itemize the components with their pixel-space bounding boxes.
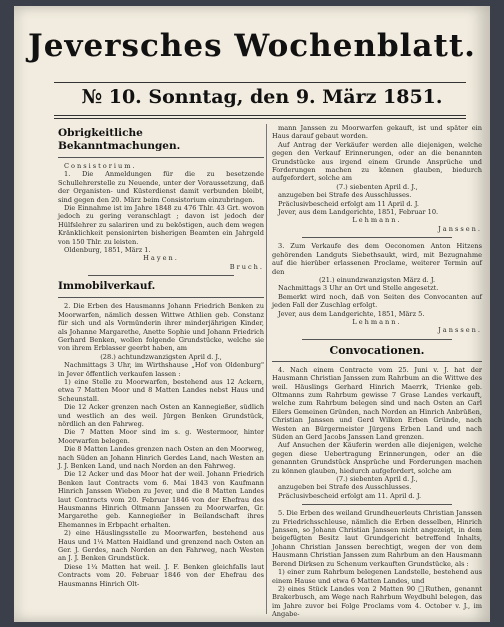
- issue-line: № 10. Sonntag, den 9. März 1851.: [81, 86, 443, 108]
- paragraph: Präclusivbescheid erfolgt am 11 April d. J.: [278, 199, 419, 208]
- section-heading-immobilverkauf: Immobilverkauf.: [58, 280, 156, 293]
- list-item: 1) eine Stelle zu Moorwarfen, bestehend aus 12 Ackern, etwa 7 Matten Moor und 8 Matten Landes nebst Haus und Scheunstall.: [58, 377, 264, 403]
- issue-rule-bottom: [54, 118, 466, 119]
- left-column: [58, 124, 264, 588]
- section-divider: [302, 504, 452, 505]
- signature: Lehmann.: [352, 216, 402, 225]
- paragraph: Nachmittags 3 Uhr an Ort und Stelle angesetzt.: [278, 284, 439, 293]
- paragraph: Bemerkt wird noch, daß von Seiten des Convocanten auf jeden Fall der Zuschlag erfolgt.: [272, 292, 482, 310]
- dateline: Jever, aus dem Landgerichte, 1851, März 5.: [278, 309, 425, 318]
- section-heading-convocationen: Convocationen.: [329, 343, 425, 357]
- paragraph: 2. Die Erben des Hausmanns Johann Friedrich Benken zu Moorwarfen, nämlich dessen Wittwe Athlien geb. Constanz für sich und als Vormünderin ihrer minderjährigen Kinder, als Johanne Margarethe, Anette Sophie und Johann Friedrich Gerhard Benken, wollen folgende Grundstücke, welche sie von ihrem Erblasser geerbt haben, am: [58, 302, 264, 353]
- paragraph: 4. Nach einem Contracte vom 25. Juni v. J. hat der Hausmann Christian Janssen zum Rahrbum an die Wittwe des weil. Häuslings Gerhard Hinrich Maerrk, Trienke geb. Oltmanns zum Rahrbum gewisse 7 Grase Landes verkauft, welche zum Rahrbum belegen sind und nach Osten an Carl Eilers Gemeinen Gründen, nach Norden an Hinrich Anbrüßen, Christian Janssen und Gerd Wilken Erben Gründe, nach Westen an Bürgermeister Jürgens Erben Land und nach Süden an Gerd Jacobs Janssen Land grenzen.: [272, 365, 482, 441]
- paragraph: anzugeben bei Strafe des Ausschlusses.: [278, 483, 412, 492]
- paragraph: 3. Zum Verkaufe des dem Oeconomen Anton Hitzens gehörenden Landguts Siebethsaukt, wird, mit Bezugnahme auf die hierüber erlassenen Proclame, weiterer Termin auf den: [272, 242, 482, 276]
- date-line: (21.) einundzwanzigsten März d. J.: [318, 275, 436, 284]
- consistorium-label: Consistorium.: [64, 162, 137, 170]
- paragraph: Die 12 Acker und das Moor hat der weil. Johann Friedrich Benken laut Contracts vom 6. Mai 1843 von Kaufmann Hinrich Janssen Wieben zu Jever, und die 8 Matten Landes laut Contracts vom 20. Februar 1846 von der Ehefrau des Hausmanns Hinrich Oltmann Janssen zu Moorwarfen, Gr. Margarethe geb. Kannegießer in Beilandschaft ihres Ehemannes in Erbpacht erhalten.: [58, 470, 264, 529]
- paragraph: 5. Die Erben des weiland Grundheuerleuts Christian Janssen zu Friedrichsschleuse, nämlich die Erben desselben, Hinrich Janssen, so Johann Christian Janssen nicht angezeigt, in dem beigefügten Besitz laut Grundgericht betreffend Inhalts, Johann Christian Janssen berechtigt, wegen der von dem Hausmann Christian Janssen zum Rahrbum an den Hausmann Berend Dirksen zu Schenum verkauften Grundstücke, als :: [272, 509, 482, 568]
- section-divider: [58, 297, 264, 298]
- date-line: (7.) siebenten April d. J.,: [336, 182, 418, 191]
- masthead-title: Jeversches Wochenblatt.: [28, 28, 476, 64]
- signature: Lehmann.: [352, 317, 402, 326]
- date-line: (28.) achtundzwanzigsten April d. J.,: [100, 352, 222, 361]
- paragraph: 1. Die Anmeldungen für die zu besetzende Schullehrerstelle zu Neuende, unter der Voraussetzung, daß der Organisten- und Küsterdienst damit verbunden bleibt, sind gegen den 20. März beim Consistorium einzubringen.: [58, 170, 264, 204]
- date-line: (7.) siebenten April d. J.,: [336, 475, 418, 484]
- paragraph: Auf Ansuchen der Käuferin werden alle diejenigen, welche gegen diese Uebertragung Erinnerungen, oder an die genannten Grundstück Ansprüche und Forderungen machen zu können glauben, hiedurch aufgefordert, solche am: [272, 441, 482, 475]
- signature: Janssen.: [438, 224, 482, 233]
- column-divider: [266, 124, 267, 614]
- paragraph: Die 8 Matten Landes grenzen nach Osten an den Moorweg, nach Süden an Johann Hinrich Gerdes Land, nach Westen an J. J. Benken Land, und nach Norden an den Fahrweg.: [58, 445, 264, 470]
- signature: Bruch.: [229, 262, 264, 271]
- right-column: [272, 124, 482, 619]
- list-item: 1) einer zum Rahrbum belegenen Landstelle, bestehend aus einem Hause und etwa 6 Matten Landes, und: [272, 568, 482, 585]
- signature: Hayen.: [143, 254, 179, 263]
- paragraph: Auf Antrag der Verkäufer werden alle diejenigen, welche gegen den Verkauf Erinnerungen, oder an die benannten Grundstücke aus irgend einem Grunde Ansprüche und Forderungen machen zu können glauben, biedurch aufgefordert, solche am: [272, 140, 482, 183]
- paragraph: mann Janssen zu Moorwarfen gekauft, ist und später ein Haus darauf gebaut worden.: [272, 124, 482, 141]
- paragraph: Die 12 Acker grenzen nach Osten an Kannegießer, südlich und westlich an des weil. Jürgen Benken Grundstück, nördlich an den Fahrweg.: [58, 403, 264, 428]
- paragraph: anzugeben bei Strafe des Ausschlusses.: [278, 191, 412, 200]
- paragraph: Die Einnahme ist im Jahre 1848 zu 476 Thlr. 43 Grt. wovon jedoch zu gering veranschlagt ; davon ist jedoch der Hülfslehrer zu salariren und zu beköstigen, auch dem wegen Kränklichkeit pensionirten bisherigen Beamten ein Jahrgeld von 150 Thlr. zu leisten.: [58, 204, 264, 246]
- section-heading-official: Obrigkeitliche Bekanntmachungen.: [58, 127, 181, 152]
- section-divider: [302, 339, 452, 340]
- section-divider: [88, 275, 234, 276]
- issue-rule-top: [54, 115, 466, 116]
- section-divider: [272, 361, 482, 362]
- masthead-rule: [54, 82, 466, 83]
- newspaper-page: [14, 6, 490, 622]
- section-divider: [58, 157, 264, 158]
- paragraph: Die 7 Matten Moor sind im s. g. Westermoor, hinter Moorwarfen belegen.: [58, 428, 264, 445]
- dateline: Jever, aus dem Landgerichte, 1851, Februar 10.: [278, 208, 439, 217]
- list-item: 2) eines Stück Landes von 2 Matten 90 □Ruthen, genannt Brakerbusch, am Wege nach Rahrbum Weydbuhl belegen, das im Jahre zuvor bei Folge Proclams vom 4. October v. J., im Angabe-: [272, 584, 482, 619]
- dateline: Oldenburg, 1851, März 1.: [64, 246, 151, 255]
- paragraph: Präclusivbescheid erfolgt am 11. April d. J.: [278, 491, 422, 500]
- signature: Janssen.: [438, 326, 482, 335]
- paragraph: Nachmittags 3 Uhr, im Wirthshause „Hof von Oldenburg" in Jever öffentlich verkaufen lassen :: [58, 361, 264, 378]
- list-item: 2) eine Häuslingsstelle zu Moorwarfen, bestehend aus Haus und 1¼ Matten Haidland und grenzend nach Osten an Ger. J. Gerdes, nach Norden an den Fahrweg, nach Westen an J. J. Benken Grundstück.: [58, 529, 264, 563]
- paragraph: Diese 1¼ Matten hat weil. J. F. Benken gleichfalls laut Contracts vom 20. Februar 1846 von der Ehefrau des Hausmanns Hinrich Olt-: [58, 562, 264, 588]
- section-divider: [302, 237, 452, 238]
